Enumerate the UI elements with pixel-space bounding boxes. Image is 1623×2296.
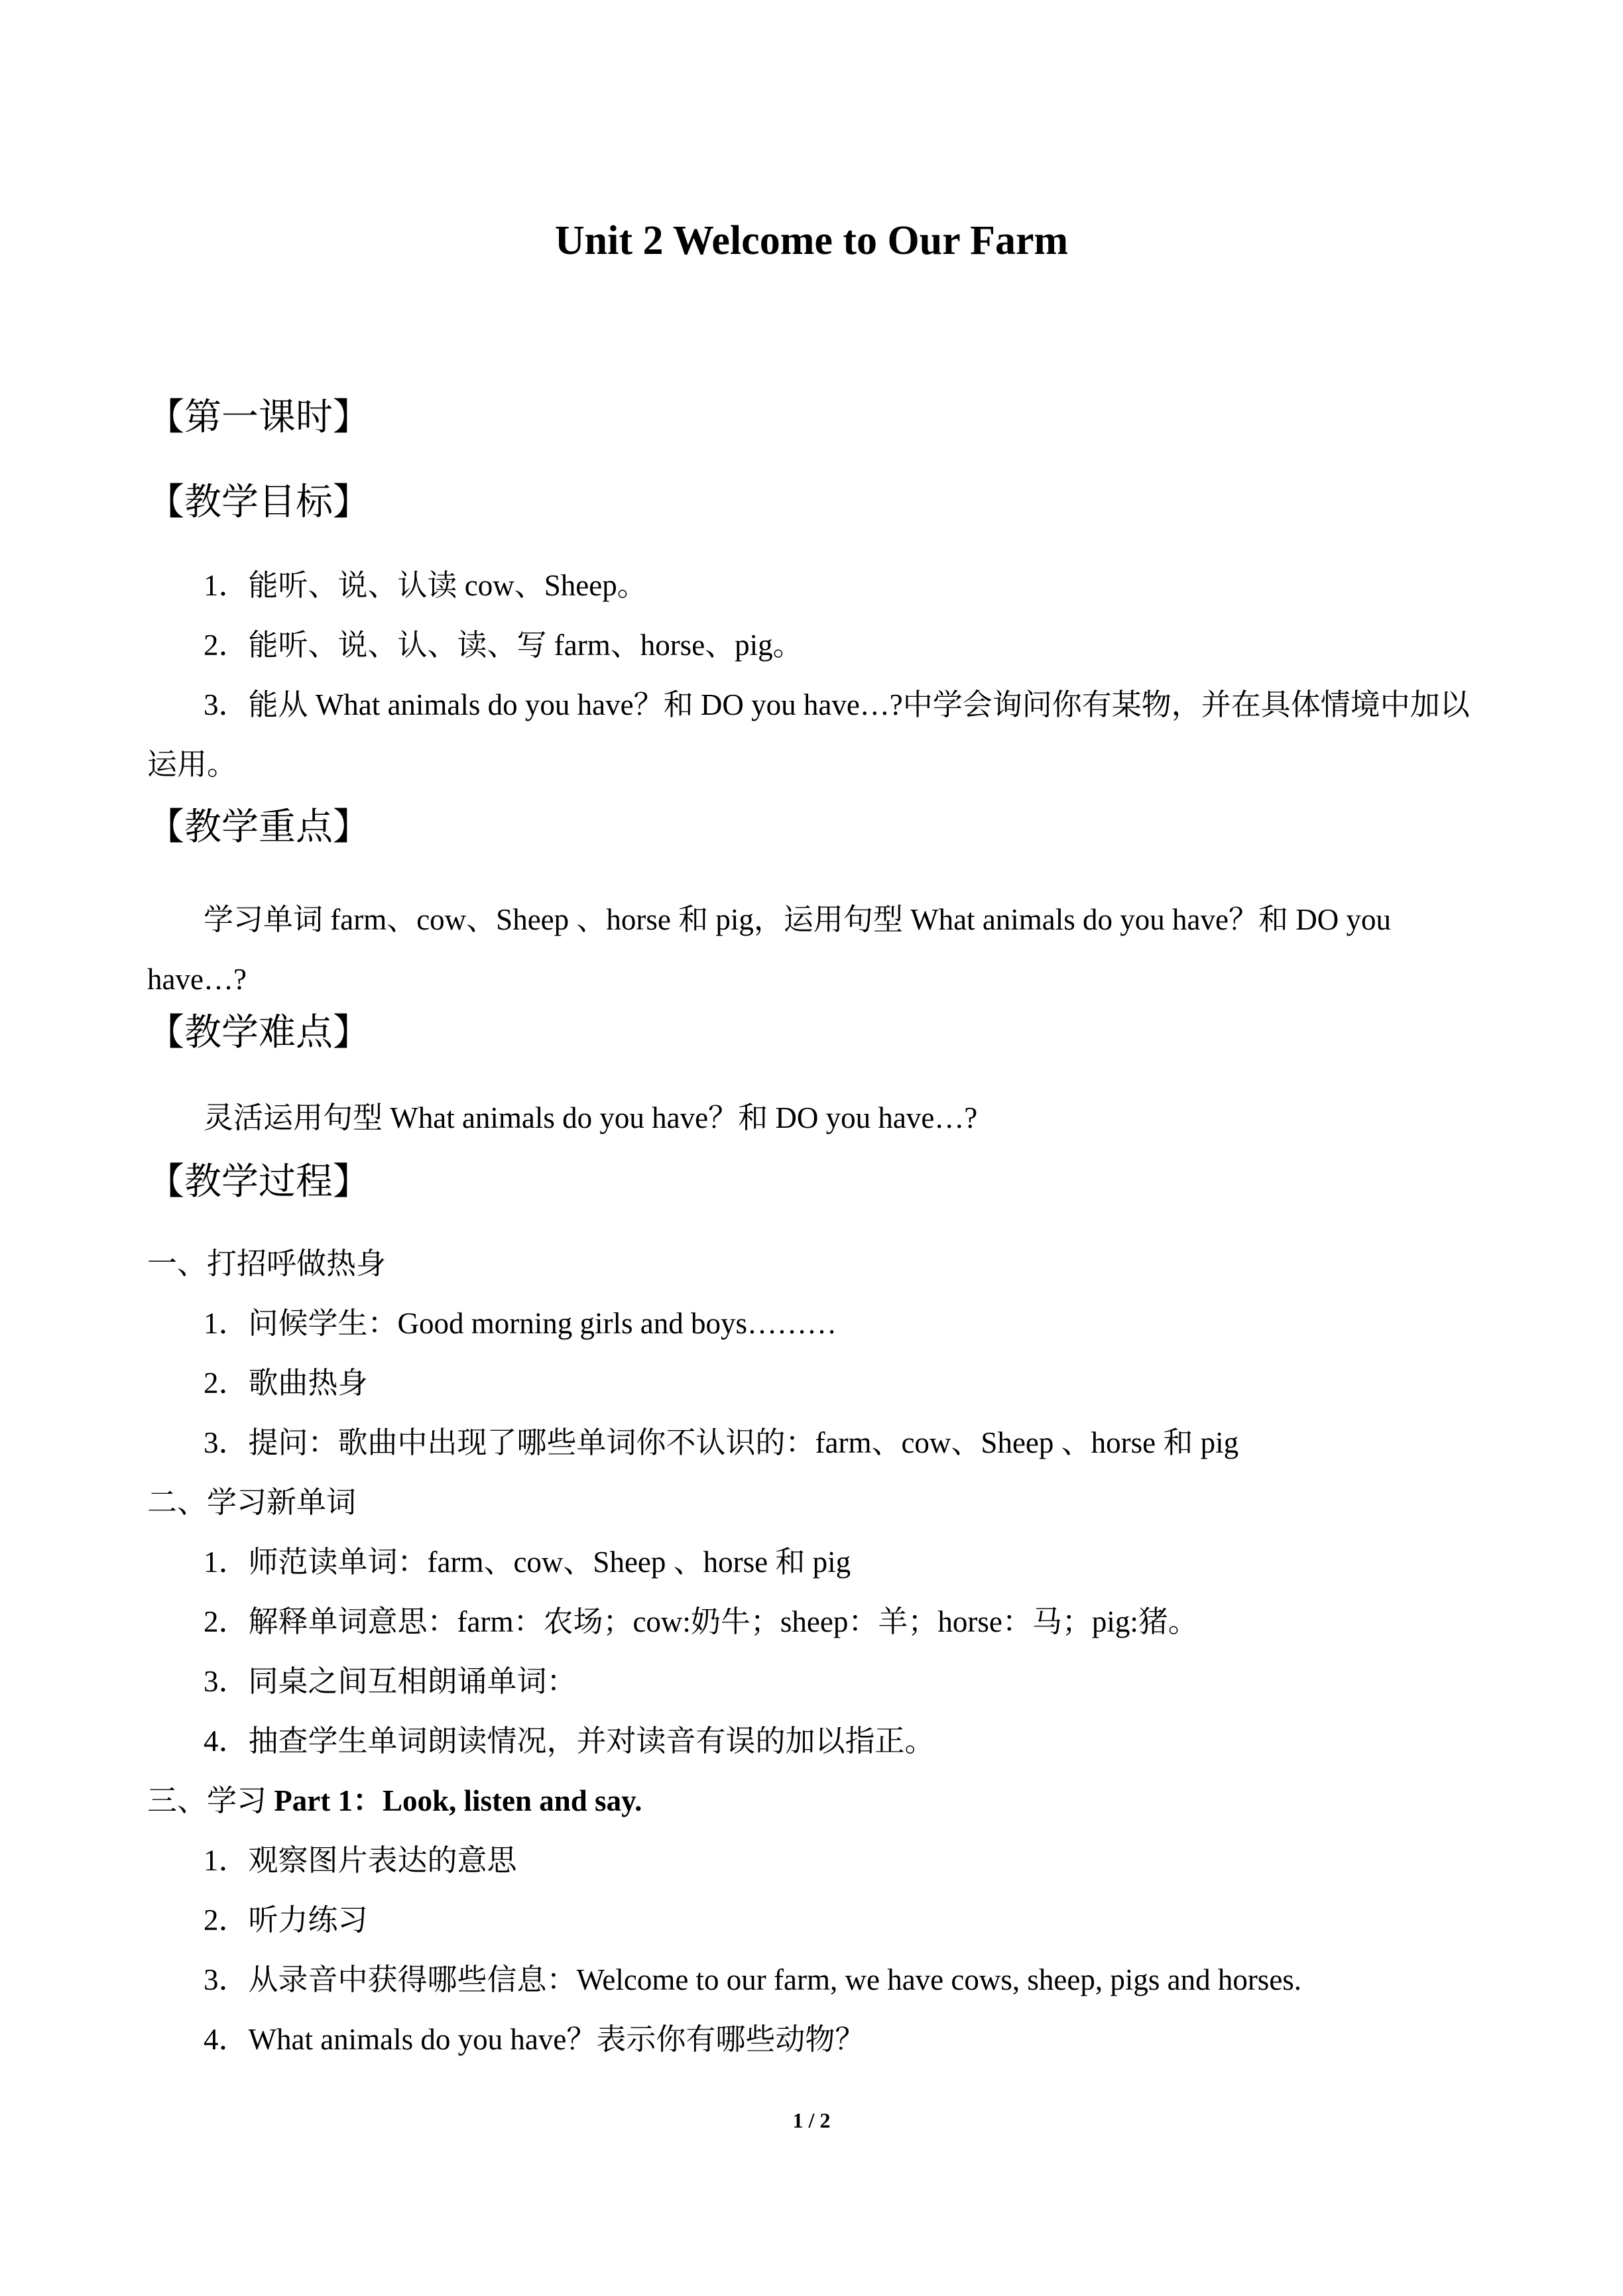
- step-2-item-2: 2．解释单词意思：farm：农场；cow:奶牛；sheep：羊；horse：马；pig:猪。: [204, 1605, 1198, 1638]
- step-3-item-2: 2．听力练习: [204, 1903, 368, 1937]
- process-step-3-title: [147, 1779, 642, 1823]
- step-1-item-2: 2．歌曲热身: [204, 1366, 368, 1400]
- step-1-item-3: 3．提问：歌曲中出现了哪些单词你不认识的：farm、cow、Sheep 、horse 和 pig: [204, 1426, 1239, 1459]
- objective-item-3: 3．能从 What animals do you have？和 DO you have…?中学会询问你有某物，并在具体情境中加以运用。: [147, 688, 1470, 781]
- step-2-item-4: 4．抽查学生单词朗读情况，并对读音有误的加以指正。: [204, 1724, 935, 1758]
- page-number: 1 / 2: [792, 2108, 831, 2132]
- step-3-item-1: 1．观察图片表达的意思: [204, 1844, 517, 1877]
- section-key-points-heading: 【教学重点】: [147, 807, 370, 848]
- step-1-item-1: 1．问候学生：Good morning girls and boys………: [204, 1307, 837, 1340]
- section-difficulties-heading: 【教学难点】: [147, 1012, 370, 1054]
- page-title: Unit 2 Welcome to Our Farm: [554, 218, 1069, 263]
- step-2-item-1: 1．师范读单词：farm、cow、Sheep 、horse 和 pig: [204, 1545, 851, 1579]
- difficulties-paragraph: 灵活运用句型 What animals do you have？和 DO you have…?: [204, 1101, 978, 1134]
- section-objectives-heading: 【教学目标】: [147, 482, 370, 523]
- objective-item-2: 2．能听、说、认、读、写 farm、horse、pig。: [204, 629, 803, 662]
- section-lesson-heading: 【第一课时】: [147, 397, 370, 438]
- section-process-heading: 【教学过程】: [147, 1162, 370, 1203]
- step-3-title-prefix: 三、学习: [147, 1784, 274, 1817]
- process-step-1-title: 一、打招呼做热身: [147, 1247, 387, 1280]
- process-step-2-title: 二、学习新单词: [147, 1486, 357, 1519]
- step-3-item-4: 4．What animals do you have？表示你有哪些动物？: [204, 2023, 865, 2056]
- key-points-paragraph: 学习单词 farm、cow、Sheep 、horse 和 pig，运用句型 What animals do you have？和 DO you have…?: [147, 903, 1391, 996]
- step-3-title-part: Part 1：Look, listen and say.: [274, 1784, 642, 1817]
- step-2-item-3: 3．同桌之间互相朗诵单词：: [204, 1665, 577, 1698]
- step-3-item-3: 3．从录音中获得哪些信息：Welcome to our farm, we have cows, sheep, pigs and horses.: [204, 1963, 1302, 1996]
- objective-item-1: 1．能听、说、认读 cow、Sheep。: [204, 569, 647, 602]
